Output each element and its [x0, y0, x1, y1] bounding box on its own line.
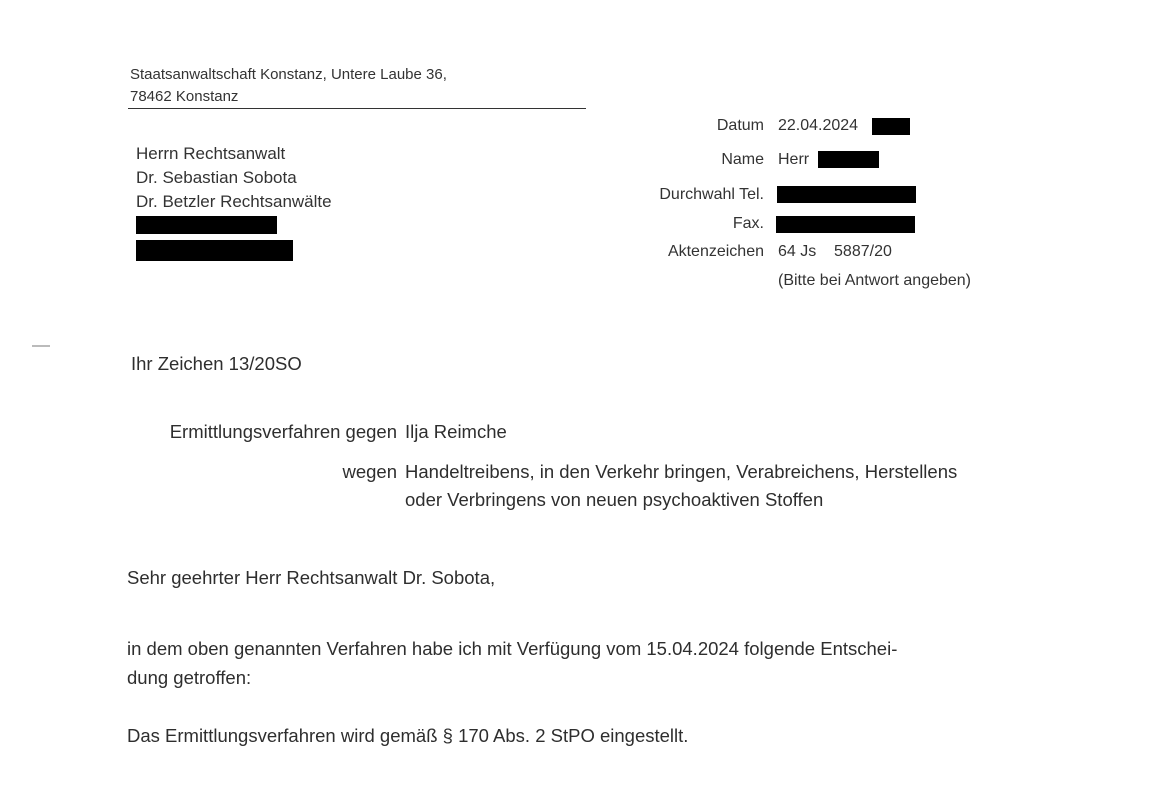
redaction-bar	[136, 216, 277, 234]
recipient-line-3: Dr. Betzler Rechtsanwälte	[136, 192, 332, 211]
recipient-line-1: Herrn Rechtsanwalt	[136, 144, 286, 163]
redaction-bar	[777, 186, 916, 203]
name-label: Name	[721, 151, 764, 168]
body-paragraph-1-line-1: in dem oben genannten Verfahren habe ich mit Verfügung vom 15.04.2024 folgende Entschei-	[127, 638, 898, 659]
sender-address	[130, 64, 447, 108]
reference-line: Ihr Zeichen 13/20SO	[131, 353, 302, 374]
name-value: Herr	[778, 151, 810, 168]
sender-line-2: 78462 Konstanz	[130, 88, 239, 105]
datum-value: 22.04.2024	[778, 117, 859, 134]
proceeding-against-label: Ermittlungsverfahren gegen	[169, 421, 397, 442]
tel-label: Durchwahl Tel.	[659, 186, 764, 203]
redaction-bar	[872, 118, 910, 135]
proceeding-reason-line-1: Handeltreibens, in den Verkehr bringen, Verabreichens, Herstellens	[405, 461, 958, 482]
fold-mark	[32, 345, 50, 347]
recipient-line-2: Dr. Sebastian Sobota	[136, 168, 297, 187]
recipient-address	[136, 142, 332, 214]
redaction-bar	[818, 151, 879, 168]
aktenzeichen-label: Aktenzeichen	[667, 243, 764, 260]
fax-label: Fax.	[732, 215, 764, 232]
redaction-bar	[776, 216, 915, 233]
body-paragraph-2: Das Ermittlungsverfahren wird gemäß § 170 Abs. 2 StPO eingestellt.	[127, 725, 689, 746]
datum-label: Datum	[716, 117, 764, 134]
sender-divider	[128, 108, 586, 109]
proceeding-reason-line-2: oder Verbringens von neuen psychoaktiven Stoffen	[405, 489, 824, 510]
aktenzeichen-value: 64 Js 5887/20	[778, 243, 892, 260]
salutation: Sehr geehrter Herr Rechtsanwalt Dr. Sobota,	[127, 567, 496, 588]
body-paragraph-1-line-2: dung getroffen:	[127, 667, 252, 688]
aktenzeichen-note: (Bitte bei Antwort angeben)	[778, 272, 972, 289]
redaction-bar	[136, 240, 293, 261]
sender-line-1: Staatsanwaltschaft Konstanz, Untere Laube 36,	[130, 66, 447, 83]
proceeding-reason-label: wegen	[342, 461, 397, 482]
accused-name: Ilja Reimche	[405, 421, 507, 442]
